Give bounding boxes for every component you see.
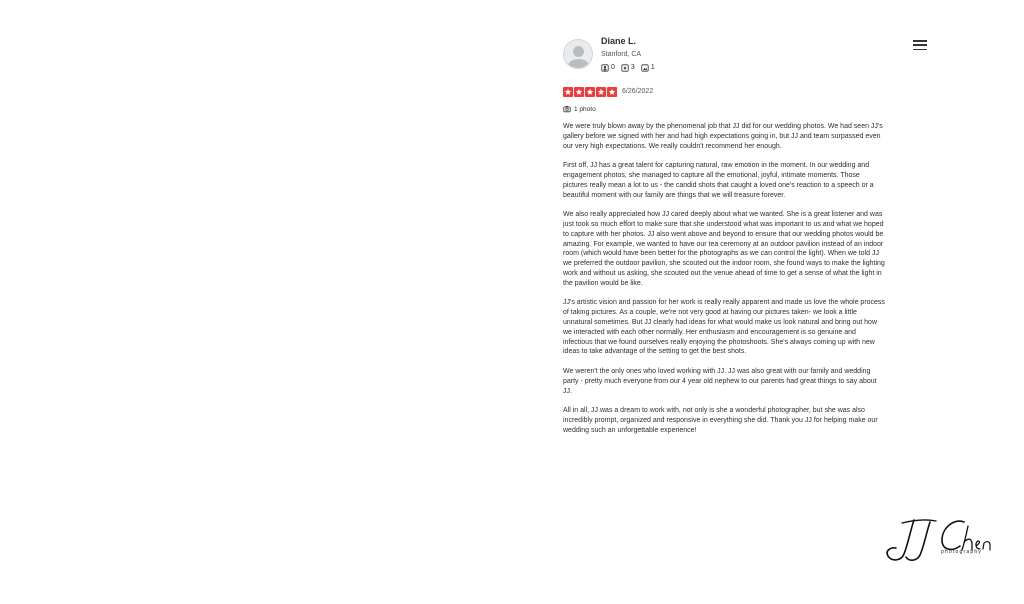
camera-icon xyxy=(563,105,571,113)
review-date: 6/26/2022 xyxy=(622,88,654,95)
menu-line xyxy=(913,49,927,51)
review-card xyxy=(563,36,885,445)
jj-chen-signature-logo xyxy=(884,514,996,566)
review-body xyxy=(563,122,885,436)
friends-stat xyxy=(601,63,615,73)
photos-stat xyxy=(641,63,655,73)
star-icon xyxy=(574,87,584,97)
reviews-stat xyxy=(621,63,635,73)
photo-count-label[interactable]: 1 photo xyxy=(574,105,596,113)
review-paragraph: First off, JJ has a great talent for capturing natural, raw emotion in the moment. In our wedding and engagement photos, she managed to capture all the emotional, joyful, intimate moments. Those pictures really mean a lot to us - the candid shots that caught a loved one's reaction to a speech or a beautiful moment with our family are things that we will treasure forever. xyxy=(563,162,874,199)
user-info xyxy=(601,36,655,73)
reviewer-location: Stanford, CA xyxy=(601,51,642,58)
reviews-icon xyxy=(621,64,629,72)
star-icon xyxy=(585,87,595,97)
friends-count: 0 xyxy=(611,64,615,71)
hamburger-menu-button[interactable] xyxy=(913,40,927,50)
avatar[interactable] xyxy=(563,39,593,69)
star-rating xyxy=(563,87,617,97)
logo-caption: photography xyxy=(941,549,983,555)
review-paragraph: All in all, JJ was a dream to work with, not only is she a wonderful photographer, but she was also incredibly prompt, organized and responsive in everything she did. Thank you JJ for helping make our wedding such an unforgettable experience! xyxy=(563,407,878,434)
menu-line xyxy=(913,40,927,42)
review-paragraph: JJ's artistic vision and passion for her work is really really apparent and made us love the whole process of taking pictures. As a couple, we're not very good at having our pictures taken- we look a little unnatural sometimes. But JJ clearly had ideas for what would make us look natural and bring out how we interacted with each other normally. Her enthusiasm and encouragement is so genuine and infectious that we found ourselves really enjoying the photoshoots. She's always coming up with new ideas to take advantage of the setting to get the best shots. xyxy=(563,299,885,356)
reviewer-header xyxy=(563,36,885,76)
reviewer-stats xyxy=(601,63,655,73)
review-paragraph: We were truly blown away by the phenomenal job that JJ did for our wedding photos. We had seen JJ's gallery before we signed with her and had high expectations going in, but JJ and team surpassed even our very high expectations. We really couldn't recommend her enough. xyxy=(563,123,883,150)
photos-icon xyxy=(641,64,649,72)
review-paragraph: We also really appreciated how JJ cared deeply about what we wanted. She is a great listener and was just took so much effort to make sure that she understood what was important to us and what we hoped to capture with her photos. JJ also went above and beyond to ensure that our wedding photos would be amazing. For example, we wanted to have our tea ceremony at an outdoor pavilion instead of an indoor room (which would have been better for the photographs as we can control the light). When we told JJ we preferred the outdoor pavilion, she scouted out the indoor room, she found ways to make the lighting work and without us asking, she scouted out the venue ahead of time to get a sense of what the light in the pavilion would be like. xyxy=(563,211,885,287)
avatar-head xyxy=(573,46,584,57)
photos-count: 1 xyxy=(650,64,655,71)
star-icon xyxy=(563,87,573,97)
star-icon xyxy=(607,87,617,97)
friends-icon xyxy=(601,64,609,72)
photo-link[interactable] xyxy=(563,104,885,114)
rating-row xyxy=(563,86,885,97)
review-paragraph: We weren't the only ones who loved working with JJ. JJ was also great with our family and wedding party - pretty much everyone from our 4 year old nephew to our parents had great things to say about JJ. xyxy=(563,367,877,395)
avatar-body xyxy=(568,59,589,69)
reviewer-name[interactable]: Diane L. xyxy=(601,36,637,46)
star-icon xyxy=(596,87,606,97)
menu-line xyxy=(913,44,927,46)
reviews-count: 3 xyxy=(630,64,635,71)
